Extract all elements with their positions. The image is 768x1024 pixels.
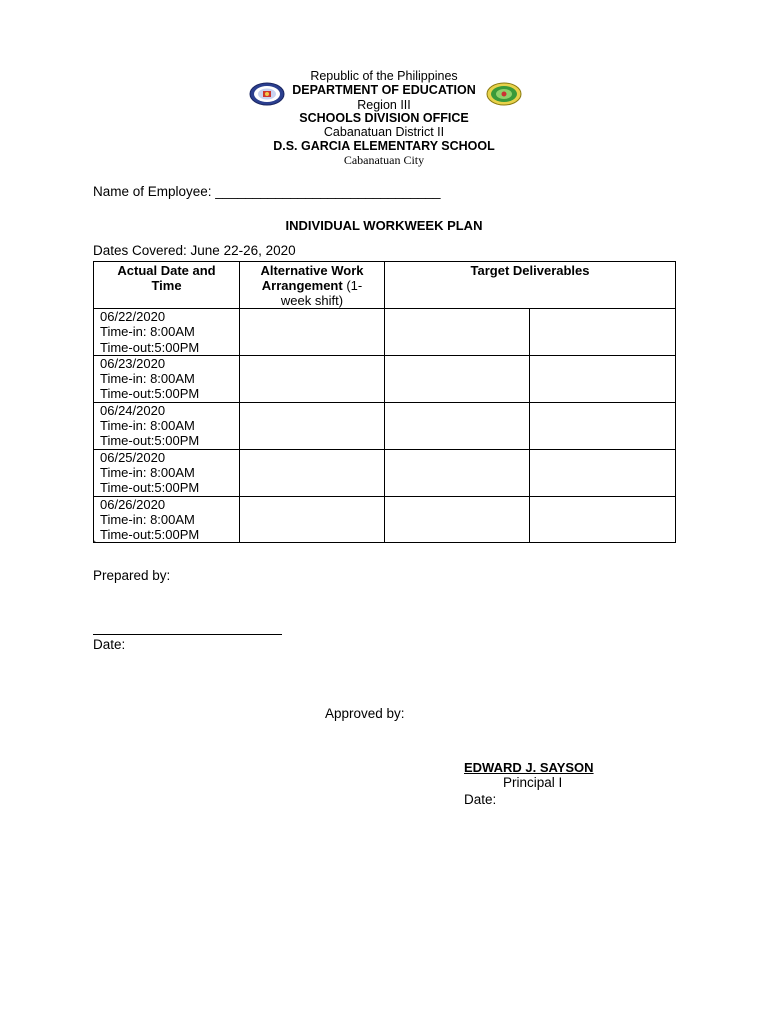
header-alternative-work: Alternative Work Arrangement (1- week shift) [240, 262, 385, 309]
approved-by-label: Approved by: [325, 706, 405, 721]
deliverable-cell[interactable] [530, 355, 676, 402]
date-time-cell: 06/22/2020 Time-in: 8:00AM Time-out:5:00PM [94, 309, 240, 356]
table-row [94, 309, 676, 356]
date-time-cell: 06/25/2020 Time-in: 8:00AM Time-out:5:00PM [94, 449, 240, 496]
approver-position: Principal I [503, 775, 563, 790]
deliverable-cell[interactable] [530, 402, 676, 449]
deliverable-cell[interactable] [385, 496, 530, 543]
city-line: Cabanatuan City [343, 153, 425, 167]
table-row [94, 449, 676, 496]
republic-line: Republic of the Philippines [310, 69, 458, 83]
table-row [94, 355, 676, 402]
stray-mark: ` [93, 540, 97, 552]
deliverable-cell[interactable] [385, 449, 530, 496]
work-arrangement-cell[interactable] [240, 496, 385, 543]
region-line: Region III [357, 98, 411, 112]
table-row [94, 496, 676, 543]
approver-name: EDWARD J. SAYSON [464, 760, 594, 775]
school-line: D.S. GARCIA ELEMENTARY SCHOOL [273, 139, 495, 153]
work-arrangement-cell[interactable] [240, 355, 385, 402]
table-header-row [94, 262, 676, 309]
prepared-by-label: Prepared by: [93, 568, 171, 583]
date-time-cell: 06/26/2020 Time-in: 8:00AM Time-out:5:00PM [94, 496, 240, 543]
workweek-plan-table [93, 261, 676, 543]
date-time-cell: 06/24/2020 Time-in: 8:00AM Time-out:5:00PM [94, 402, 240, 449]
deliverable-cell[interactable] [385, 355, 530, 402]
work-arrangement-cell[interactable] [240, 309, 385, 356]
date-time-cell: 06/23/2020 Time-in: 8:00AM Time-out:5:00PM [94, 355, 240, 402]
deliverable-cell[interactable] [385, 402, 530, 449]
employee-name-field[interactable]: Name of Employee: ______________________________ [93, 184, 441, 199]
district-line: Cabanatuan District II [323, 125, 445, 139]
work-arrangement-cell[interactable] [240, 402, 385, 449]
deliverable-cell[interactable] [530, 496, 676, 543]
work-arrangement-cell[interactable] [240, 449, 385, 496]
document-title: INDIVIDUAL WORKWEEK PLAN [285, 218, 483, 233]
deliverable-cell[interactable] [385, 309, 530, 356]
department-line: DEPARTMENT OF EDUCATION [292, 83, 476, 97]
deliverable-cell[interactable] [530, 449, 676, 496]
approver-name-wrap [464, 760, 594, 775]
table-row [94, 402, 676, 449]
prepared-date-label: Date: [93, 637, 126, 652]
prepared-signature-line[interactable] [93, 634, 282, 635]
division-line: SCHOOLS DIVISION OFFICE [299, 111, 469, 125]
header-actual-date: Actual Date and Time [94, 262, 240, 309]
header-target-deliverables: Target Deliverables [385, 262, 676, 309]
approved-date-label: Date: [464, 792, 497, 807]
dates-covered: Dates Covered: June 22-26, 2020 [93, 243, 296, 258]
deliverable-cell[interactable] [530, 309, 676, 356]
